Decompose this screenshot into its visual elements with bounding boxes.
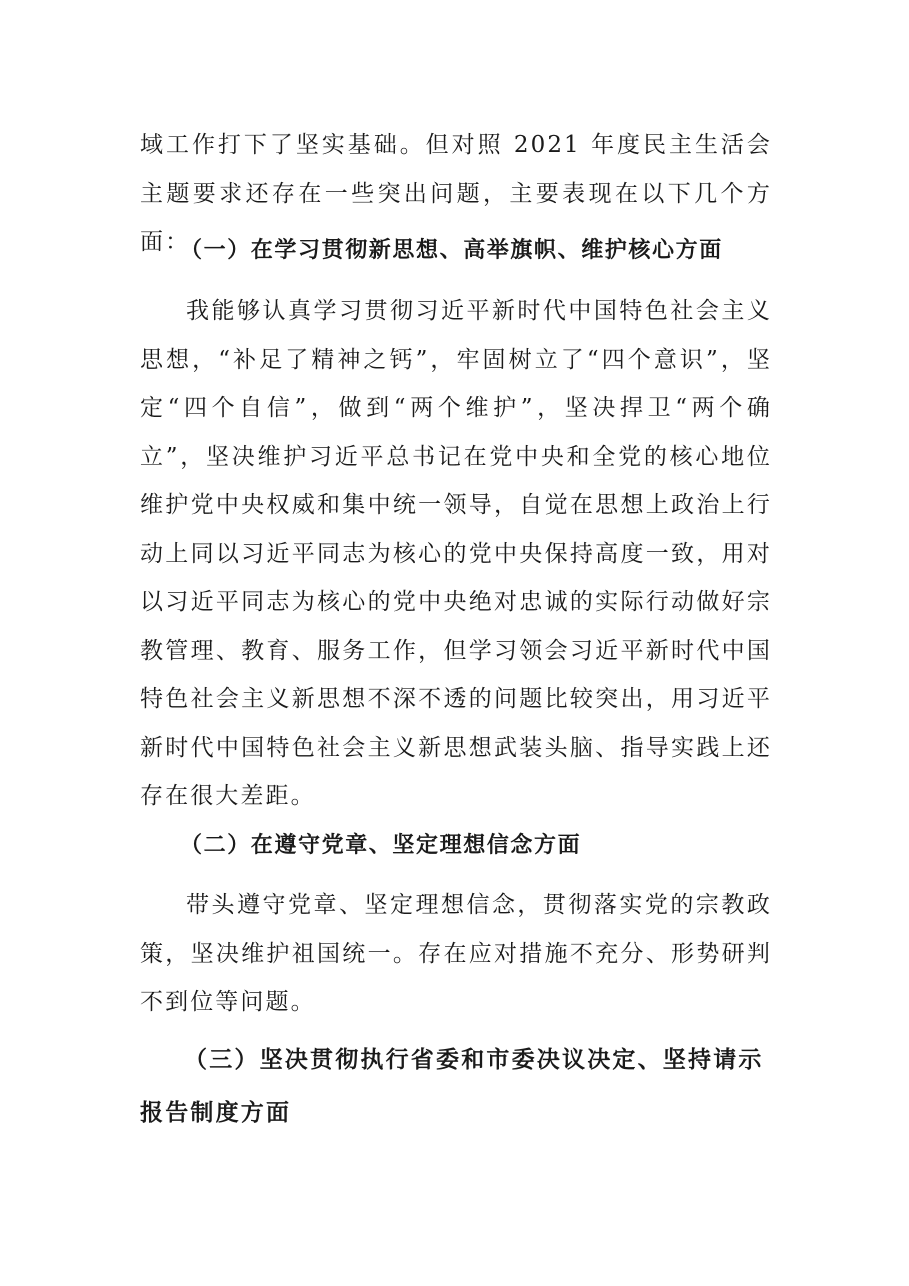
section-body-1: 我能够认真学习贯彻习近平新时代中国特色社会主义思想，“补足了精神之钙”，牢固树立了“四个意识”，坚定“四个自信”，做到“两个维护”，坚决捍卫“两个确立”，坚决维护习近平总书记在党中央和全党的核心地位维护党中央权威和集中统一领导，自觉在思想上政治上行动上同以习近平同志为核心的党中央保持高度一致，用对以习近平同志为核心的党中央绝对忠诚的实际行动做好宗教管理、教育、服务工作，但学习领会习近平新时代中国特色社会主义新思想不深不透的问题比较突出，用习近平新时代中国特色社会主义新思想武装头脑、指导实践上还存在很大差距。 — [140, 298, 772, 809]
section-heading-3: （三）坚决贯彻执行省委和市委决议决定、坚持请示报告制度方面 — [140, 1047, 764, 1126]
section-heading-1: （一）在学习贯彻新思想、高举旗帜、维护核心方面 — [180, 238, 723, 263]
continuation-paragraph: 域工作打下了坚实基础。但对照 2021 年度民主生活会主题要求还存在一些突出问题，主要表现在以下几个方面： — [140, 132, 772, 255]
section-body-2: 带头遵守党章、坚定理想信念，贯彻落实党的宗教政策，坚决维护祖国统一。存在应对措施不充分、形势研判不到位等问题。 — [140, 892, 772, 1015]
section-heading-2: （二）在遵守党章、坚定理想信念方面 — [180, 833, 582, 858]
